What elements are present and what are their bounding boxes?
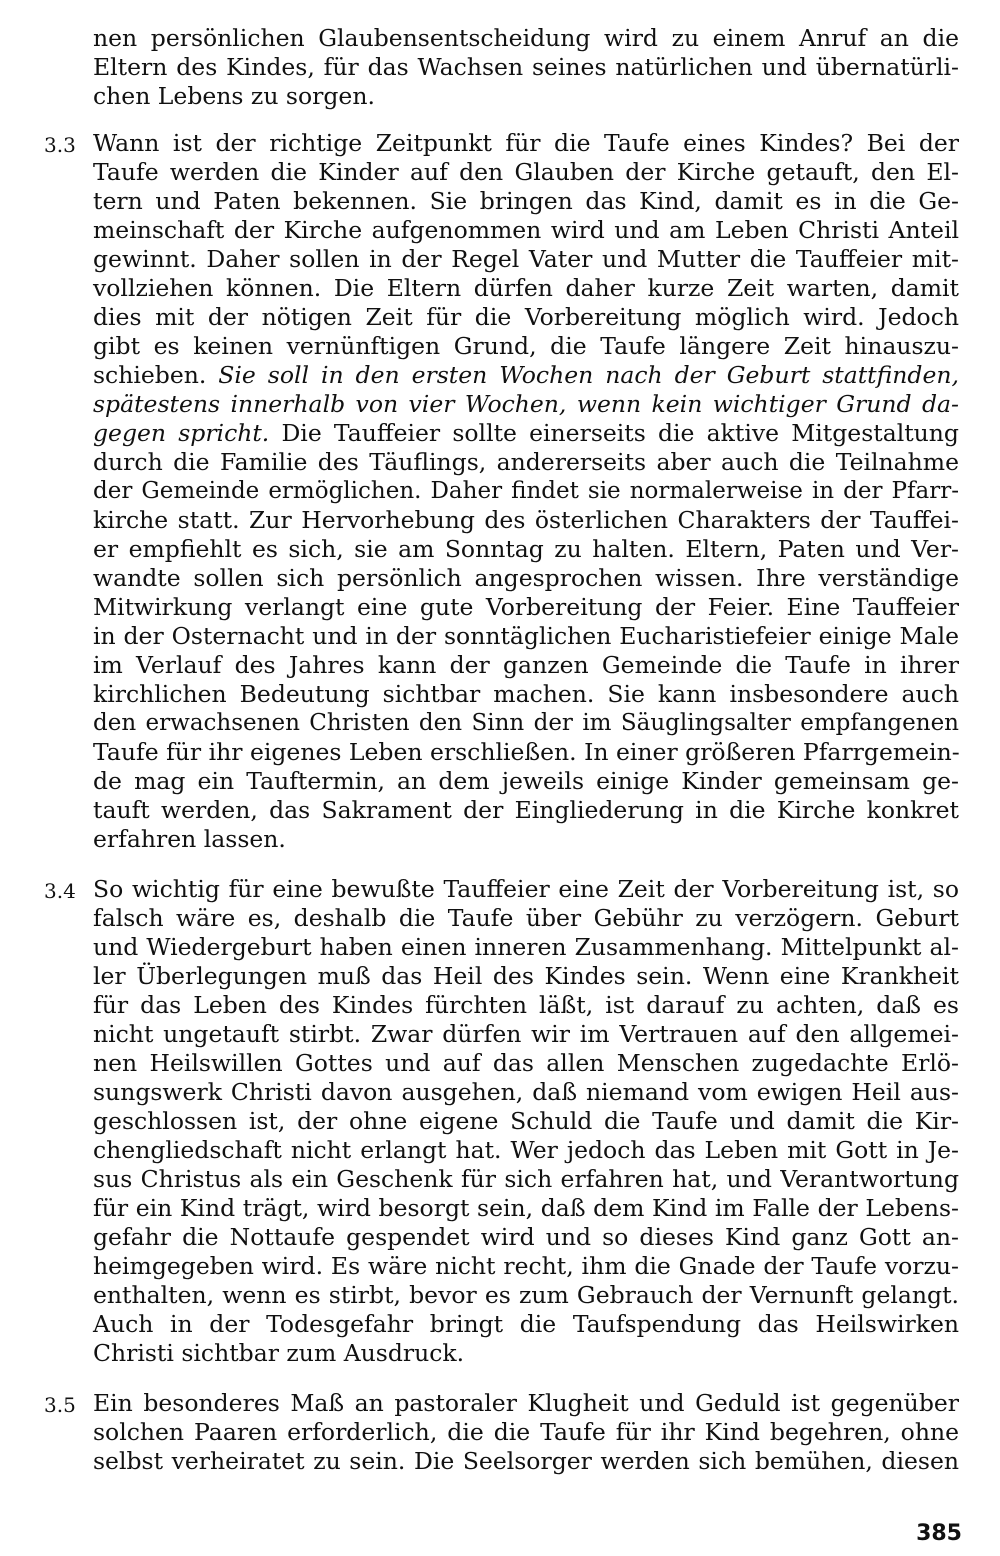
text-line: im Verlauf des Jahres kann der ganzen Gemeinde die Taufe in ihrer (93, 651, 959, 679)
emphasis-text: Sie soll in den ersten Wochen nach der Geburt stattfinden, (218, 361, 959, 389)
text-line: und Wiedergeburt haben einen inneren Zusammenhang. Mittelpunkt al- (93, 933, 959, 961)
text-line: den erwachsenen Christen den Sinn der im Säuglingsalter empfangenen (93, 710, 959, 736)
text-line: Auch in der Todesgefahr bringt die Taufspendung das Heilswirken (93, 1310, 959, 1338)
emphasis-text: gegen spricht. (93, 419, 270, 447)
page-number: 385 (916, 1521, 962, 1546)
text-line: de mag ein Tauftermin, an dem jeweils einige Kinder gemeinsam ge- (93, 767, 959, 795)
text-line: meinschaft der Kirche aufgenommen wird und am Leben Christi Anteil (93, 216, 959, 244)
text-line: erfahren lassen. (93, 825, 286, 853)
text-line: nen Heilswillen Gottes und auf das allen Menschen zugedachte Erlö- (93, 1049, 959, 1077)
text-line: nen persönlichen Glaubensentscheidung wird zu einem Anruf an die (93, 24, 959, 52)
text-line: für das Leben des Kindes fürchten läßt, ist darauf zu achten, daß es (93, 991, 959, 1019)
text-line: gibt es keinen vernünftigen Grund, die Taufe längere Zeit hinauszu- (93, 332, 959, 360)
text-line: gefahr die Nottaufe gespendet wird und so dieses Kind ganz Gott an- (93, 1223, 959, 1251)
text-line: tauft werden, das Sakrament der Eingliederung in die Kirche konkret (93, 796, 959, 824)
text-line: der Gemeinde ermöglichen. Daher findet sie normalerweise in der Pfarr- (93, 478, 959, 504)
text-line: Eltern des Kindes, für das Wachsen seines natürlichen und übernatürli- (93, 53, 959, 81)
emphasis-text: spätestens innerhalb von vier Wochen, wenn kein wichtiger Grund da- (93, 390, 959, 418)
section-number: 3.4 (44, 879, 76, 903)
text-line: selbst verheiratet zu sein. Die Seelsorger werden sich bemühen, diesen (93, 1447, 959, 1475)
text-line: chen Lebens zu sorgen. (93, 82, 375, 110)
text-line: dies mit der nötigen Zeit für die Vorbereitung möglich wird. Jedoch (93, 303, 959, 331)
text-line: vollziehen können. Die Eltern dürfen daher kurze Zeit warten, damit (93, 274, 959, 302)
text-line: kirche statt. Zur Hervorhebung des österlichen Charakters der Tauffei- (93, 506, 959, 534)
text-line: sungswerk Christi davon ausgehen, daß niemand vom ewigen Heil aus- (93, 1078, 959, 1106)
text-line (93, 390, 959, 419)
section-number: 3.5 (44, 1393, 76, 1417)
text-line: gewinnt. Daher sollen in der Regel Vater und Mutter die Tauffeier mit- (93, 245, 959, 273)
text-line: er empfiehlt es sich, sie am Sonntag zu halten. Eltern, Paten und Ver- (93, 535, 959, 563)
text-line (93, 361, 959, 390)
text-line: wandte sollen sich persönlich angesprochen wissen. Ihre verständige (93, 564, 959, 592)
text-span: Die Tauffeier sollte einerseits die aktive Mitgestaltung (281, 419, 959, 447)
text-line: durch die Familie des Täuflings, andererseits aber auch die Teilnahme (93, 448, 959, 476)
text-line: Wann ist der richtige Zeitpunkt für die Taufe eines Kindes? Bei der (93, 129, 959, 157)
text-line: chengliedschaft nicht erlangt hat. Wer jedoch das Leben mit Gott in Je- (93, 1136, 959, 1164)
text-line: Taufe für ihr eigenes Leben erschließen. In einer größeren Pfarrgemein- (93, 738, 960, 766)
text-line: in der Osternacht und in der sonntäglichen Eucharistiefeier einige Male (93, 622, 959, 650)
text-line: So wichtig für eine bewußte Tauffeier eine Zeit der Vorbereitung ist, so (93, 875, 959, 903)
text-line: Christi sichtbar zum Ausdruck. (93, 1339, 465, 1367)
text-line: Taufe werden die Kinder auf den Glauben der Kirche getauft, den El- (93, 158, 959, 186)
text-line: kirchlichen Bedeutung sichtbar machen. Sie kann insbesondere auch (93, 680, 959, 708)
text-line: solchen Paaren erforderlich, die die Taufe für ihr Kind begehren, ohne (93, 1418, 959, 1446)
text-line: falsch wäre es, deshalb die Taufe über Gebühr zu verzögern. Geburt (93, 904, 959, 932)
text-span: schieben. (93, 361, 207, 389)
text-line: für ein Kind trägt, wird besorgt sein, daß dem Kind im Falle der Lebens- (93, 1194, 959, 1222)
text-line: sus Christus als ein Geschenk für sich erfahren hat, und Verantwortung (93, 1165, 959, 1193)
text-line: enthalten, wenn es stirbt, bevor es zum Gebrauch der Vernunft gelangt. (93, 1281, 959, 1309)
section-number: 3.3 (44, 133, 76, 157)
text-line: geschlossen ist, der ohne eigene Schuld die Taufe und damit die Kir- (93, 1107, 959, 1135)
text-line: Mitwirkung verlangt eine gute Vorbereitung der Feier. Eine Tauffeier (93, 593, 959, 621)
text-line: nicht ungetauft stirbt. Zwar dürfen wir im Vertrauen auf den allgemei- (93, 1020, 959, 1048)
text-line: ler Überlegungen muß das Heil des Kindes sein. Wenn eine Krankheit (93, 962, 959, 990)
text-line: Ein besonderes Maß an pastoraler Klugheit und Geduld ist gegenüber (93, 1389, 959, 1417)
text-line: heimgegeben wird. Es wäre nicht recht, ihm die Gnade der Taufe vorzu- (93, 1252, 959, 1280)
text-line: tern und Paten bekennen. Sie bringen das Kind, damit es in die Ge- (93, 187, 959, 215)
text-line (93, 419, 959, 448)
